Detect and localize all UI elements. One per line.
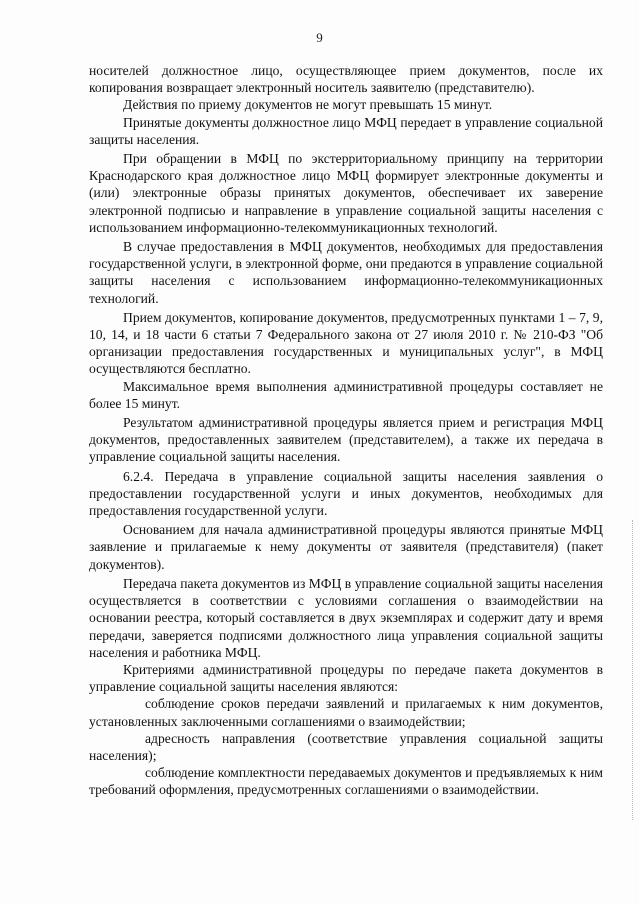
paragraph-exterritorial: При обращении в МФЦ по экстерриториальному принципу на территории Краснодарского края должностное лицо МФЦ формирует электронные документы и (или) электронные образы принятых документов, обеспечивает их заверение электронной подписью и направление в управление социальной защиты населения с использованием информационно-телекоммуникационных технологий.: [89, 151, 603, 235]
paragraph-electronic-form: В случае предоставления в МФЦ документов, необходимых для предоставления государственной услуги, в электронной форме, они предаются в управление социальной защиты населения с использованием информационно-телекоммуникационных технологий.: [89, 239, 603, 306]
document-body: [89, 62, 603, 799]
list-item-addressing: адресность направления (соответствие управления социальной защиты населения);: [89, 730, 603, 763]
paragraph-time-limit: Действия по приему документов не могут превышать 15 минут.: [123, 97, 493, 113]
paragraph-max-time: Максимальное время выполнения административной процедуры составляет не более 15 минут.: [89, 378, 603, 411]
paragraph-package-transfer: Передача пакета документов из МФЦ в управление социальной защиты населения осуществляется в соответствии с условиями соглашения о взаимодействии на основании реестра, который составляется в двух экземплярах и содержит дату и время передачи, заверяется подписями должностного лица управления социальной защиты населения и работника МФЦ.: [89, 575, 603, 660]
paragraph-continuation: носителей должностное лицо, осуществляющее прием документов, после их копирования возвращает электронный носитель заявителю (представителю).: [89, 63, 603, 96]
paragraph-free-of-charge: Прием документов, копирование документов, предусмотренных пунктами 1 – 7, 9, 10, 14, и 18 части 6 статьи 7 Федерального закона от 27 июля 2010 г. № 210-ФЗ "Об организации предоставления государственных и муниципальных услуг", в МФЦ осуществляются бесплатно.: [89, 309, 603, 377]
paragraph-result: Результатом административной процедуры является прием и регистрация МФЦ документов, предоставленных заявителем (представителем), а также их передача в управление социальной защиты населения.: [89, 415, 603, 465]
scan-edge-marks: [630, 520, 633, 820]
paragraph-basis: Основанием для начала административной процедуры являются принятые МФЦ заявление и прилагаемые к нему документы от заявителя (представителя) (пакет документов).: [89, 522, 603, 572]
section-heading-6-2-4: 6.2.4. Передача в управление социальной защиты населения заявления о предоставлении государственной услуги и иных документов, необходимых для предоставления государственной услуги.: [89, 468, 603, 519]
paragraph-transfer-documents: Принятые документы должностное лицо МФЦ передает в управление социальной защиты населения.: [89, 114, 603, 147]
page-number: 9: [316, 30, 323, 45]
paragraph-criteria: Критериями административной процедуры по передаче пакета документов в управление социальной защиты населения являются:: [89, 661, 603, 695]
list-item-deadlines: соблюдение сроков передачи заявлений и прилагаемых к ним документов, установленных заключенными соглашениями о взаимодействии;: [89, 696, 603, 729]
list-item-completeness: соблюдение комплектности передаваемых документов и предъявляемых к ним требований оформления, предусмотренных соглашениями о взаимодействии.: [89, 765, 603, 798]
